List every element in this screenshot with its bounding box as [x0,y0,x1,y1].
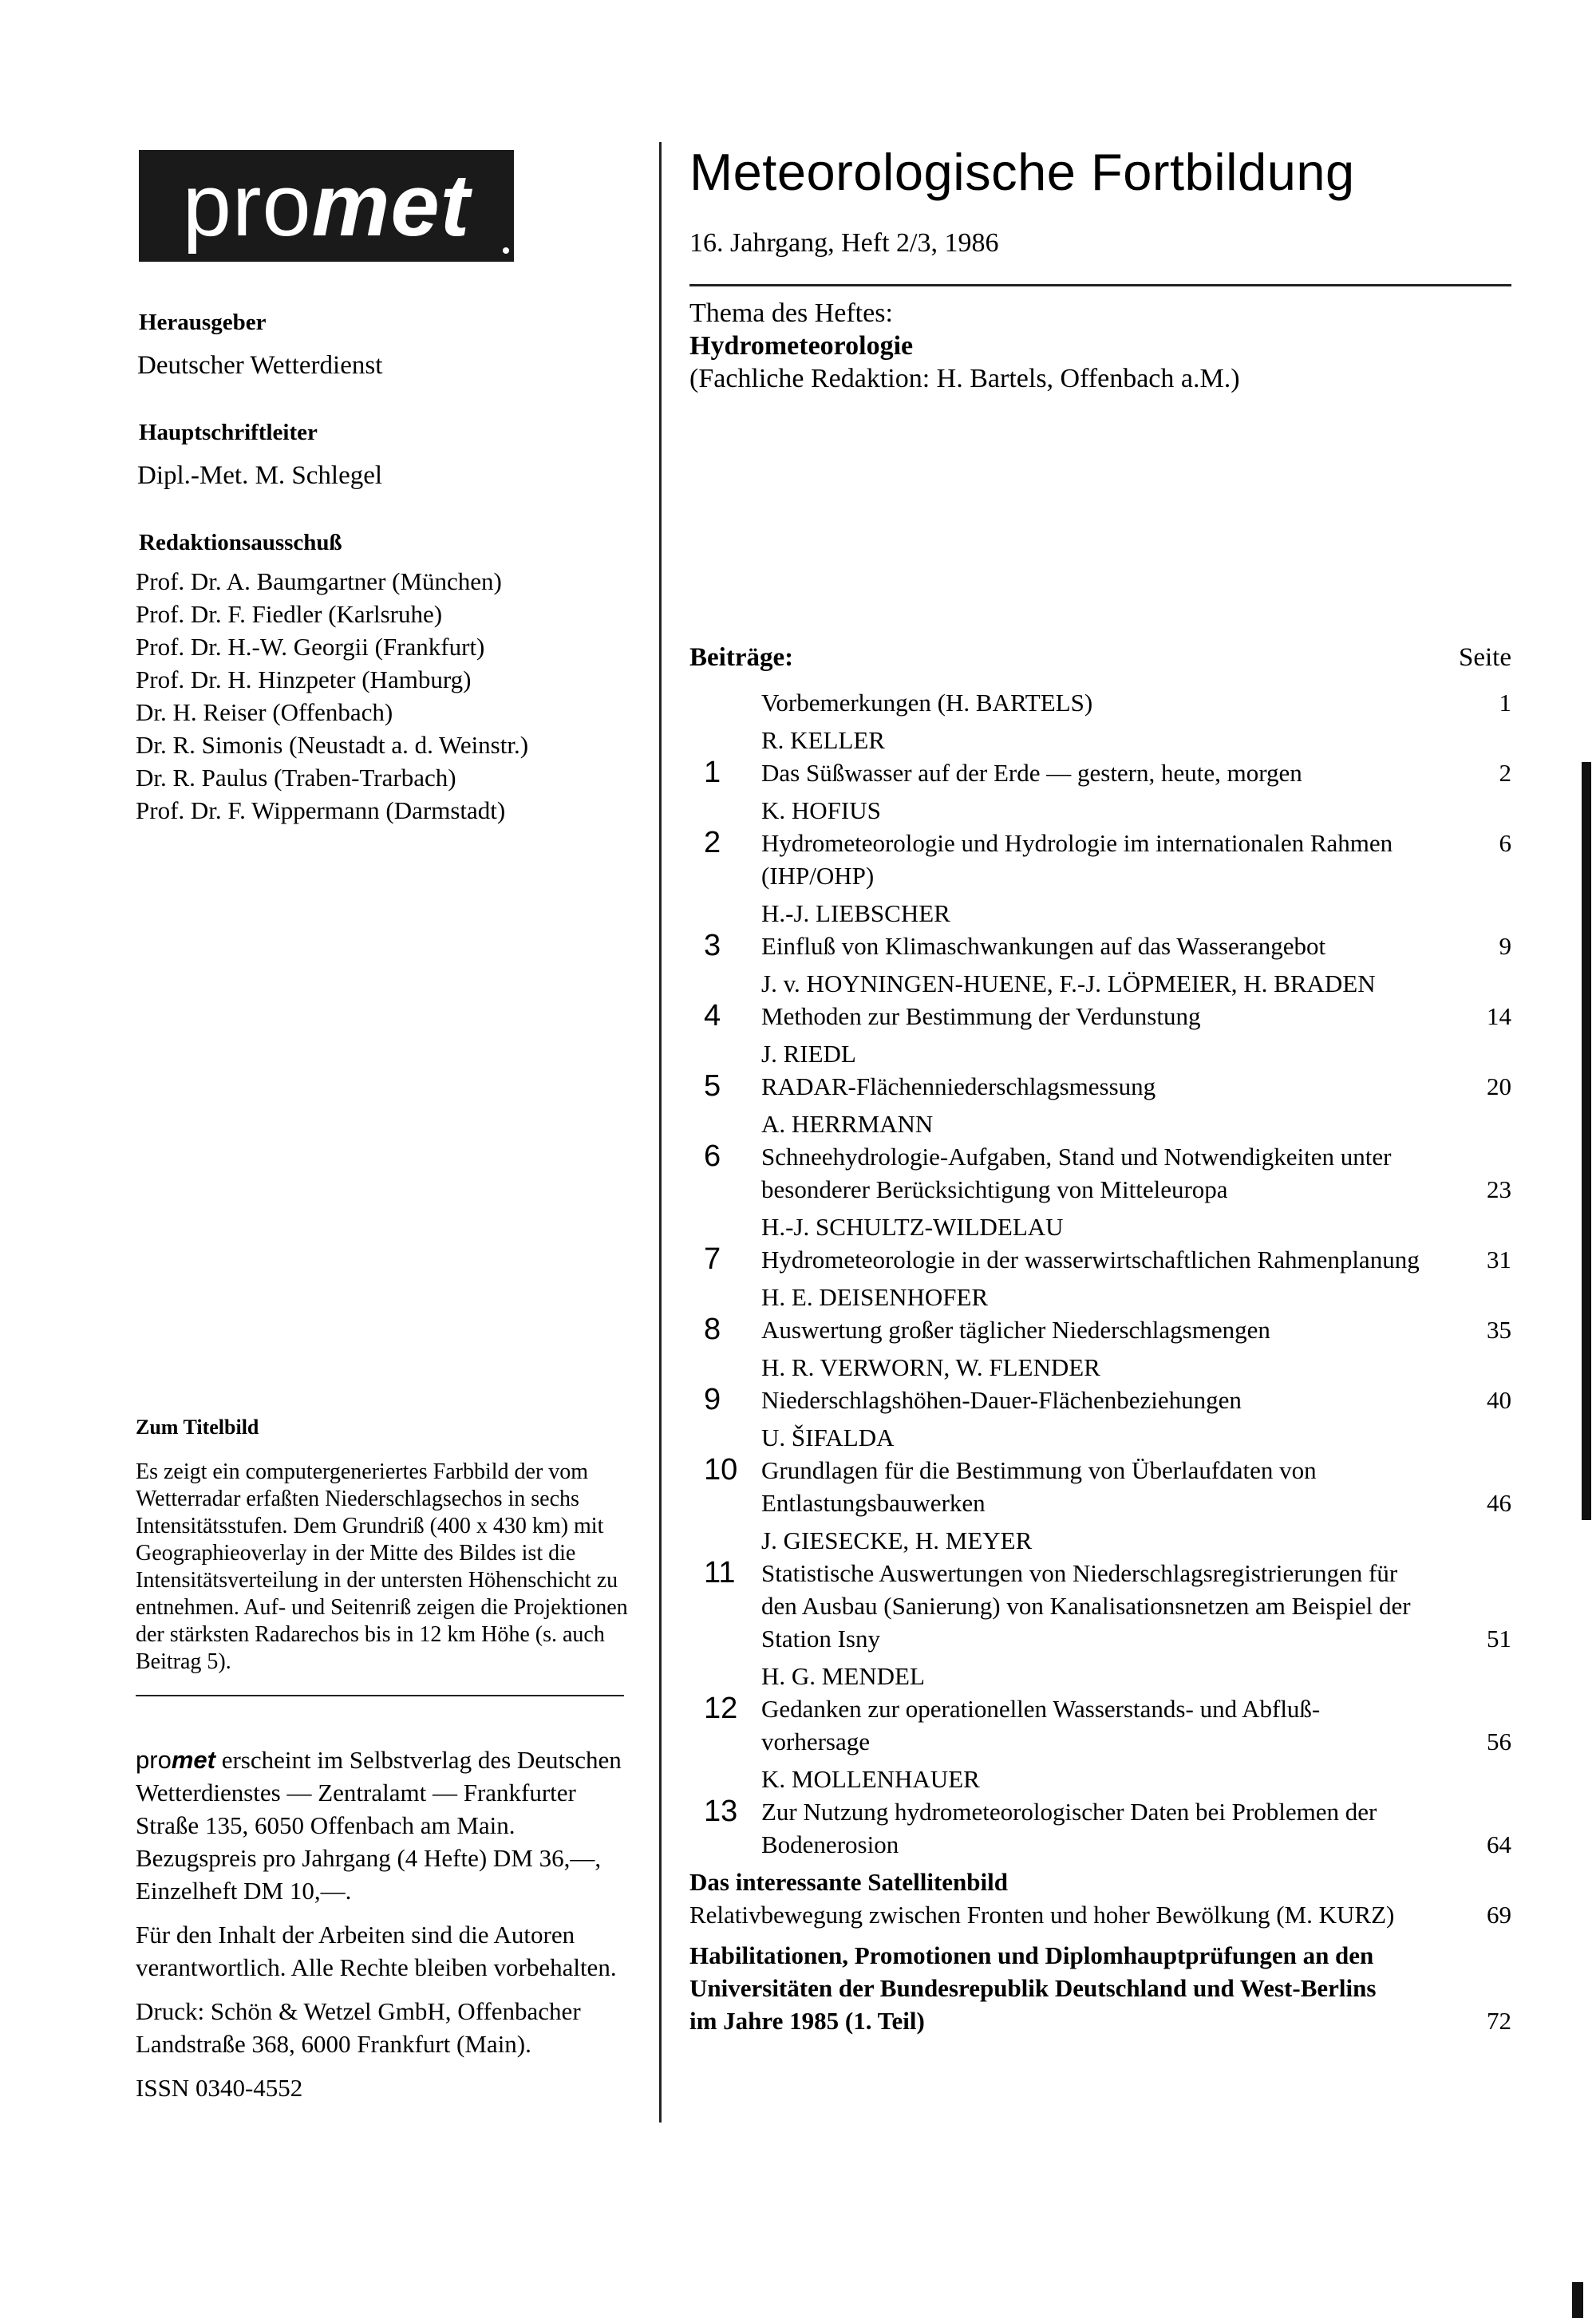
scan-edge-mark [1582,762,1591,1520]
toc-page: 72 [1487,2007,1511,2035]
toc-author: H. E. DEISENHOFER [761,1283,989,1311]
toc-page: 23 [1487,1175,1511,1203]
cover-description [136,1414,630,1676]
publisher-label: Herausgeber [139,310,267,335]
committee-member: Dr. R. Paulus (Traben-Trarbach) [136,764,456,792]
toc-author: H. G. MENDEL [761,1662,925,1690]
toc-title: Methoden zur Bestimmung der Verdunstung [761,1002,1201,1030]
toc-title-cont: Station Isny [761,1625,880,1653]
toc-entry [689,1660,1511,1758]
cover-text: Es zeigt ein computergeneriertes Farbbild der vom Wetterradar erfaßten Niederschlagsechos in sechs Intensitätsstufen. Dem Grundriß (400 x 430 km) mit Geographieoverlay in der Mitte des Bildes ist die Intensitätsverteilung in der untersten Höhenschicht zu entnehmen. Auf- und Seitenriß zeigen die Projektionen der stärksten Radarechos bis in 12 km Höhe (s. auch Beitrag 5). [136,1459,628,1674]
theme-title: Hydrometeorologie [689,331,914,361]
committee-member: Prof. Dr. F. Fiedler (Karlsruhe) [136,600,443,628]
scan-edge-mark-bottom [1572,2282,1583,2318]
publisher-name: Deutscher Wetterdienst [137,351,383,380]
toc-entry [689,1210,1511,1276]
committee-member: Prof. Dr. F. Wippermann (Darmstadt) [136,796,506,824]
toc-page: 64 [1487,1830,1511,1858]
habil-line: Universitäten der Bundesrepublik Deutschland und West-Berlins [689,1974,1377,2002]
toc-page: 40 [1487,1386,1511,1414]
toc-entry [689,1351,1511,1416]
publication-text: erscheint im Selbstverlag des Deutschen Wetterdienstes — Zentralamt — Frankfurter Straße 135, 6050 Offenbach am Main. Bezugspreis pro Jahrgang (4 Hefte) DM 36,—, Einzelheft DM 10,—. [136,1746,622,1905]
toc-title: Grundlagen für die Bestimmung von Überlaufdaten von [761,1456,1317,1484]
toc-entry [689,897,1511,962]
logo-pro: pro [182,156,312,255]
toc-page: 9 [1499,932,1511,960]
toc-entry [689,794,1511,892]
toc-page: 1 [1499,689,1511,717]
toc-author: H.-J. LIEBSCHER [761,899,950,927]
toc-title: Das Süßwasser auf der Erde — gestern, heute, morgen [761,759,1302,787]
committee-member: Prof. Dr. A. Baumgartner (München) [136,567,502,595]
logo-met: met [311,156,471,255]
committee-member: Dr. R. Simonis (Neustadt a. d. Weinstr.) [136,731,529,759]
toc-number: 11 [704,1556,736,1589]
toc-number: 12 [704,1692,738,1725]
toc-author: A. HERRMANN [761,1110,934,1138]
toc-title: Auswertung großer täglicher Niederschlagsmengen [761,1316,1270,1344]
toc-entry [689,1037,1511,1103]
toc-page: 69 [1487,1901,1511,1929]
toc-title-cont: Bodenerosion [761,1830,899,1858]
toc-title: Statistische Auswertungen von Niederschlagsregistrierungen für [761,1559,1398,1587]
toc-title: Schneehydrologie-Aufgaben, Stand und Notwendigkeiten unter [761,1143,1392,1171]
toc-satellite [689,1866,1511,1931]
toc-title: Hydrometeorologie in der wasserwirtschaftlichen Rahmenplanung [761,1246,1420,1274]
page-title: Meteorologische Fortbildung [689,143,1355,201]
toc-number: 5 [704,1069,721,1103]
toc-number: 10 [704,1453,738,1487]
publication-info [136,1743,630,2115]
rights-notice: Für den Inhalt der Arbeiten sind die Autoren verantwortlich. Alle Rechte bleiben vorbehalten. [136,1921,617,1981]
toc-entry [689,1421,1511,1519]
habil-line: Habilitationen, Promotionen und Diplomhauptprüfungen an den [689,1941,1374,1969]
toc-author: J. GIESECKE, H. MEYER [761,1526,1033,1554]
toc-entry [689,1763,1511,1861]
toc-page: 20 [1487,1072,1511,1100]
toc-author: H.-J. SCHULTZ-WILDELAU [761,1213,1064,1241]
toc-number: 8 [704,1313,721,1346]
issn: ISSN 0340-4552 [136,2074,303,2102]
cover-heading: Zum Titelbild [136,1416,259,1439]
toc-title: RADAR-Flächenniederschlagsmessung [761,1072,1156,1100]
toc-page: 56 [1487,1728,1511,1755]
toc-entry [689,724,1511,789]
toc-page: 2 [1499,759,1511,787]
toc-author: J. v. HOYNINGEN-HUENE, F.-J. LÖPMEIER, H. BRADEN [761,969,1376,997]
publisher-rule [136,1695,624,1696]
toc-author: R. KELLER [761,726,885,754]
toc-number: 9 [704,1383,721,1416]
toc-page: 51 [1487,1625,1511,1653]
toc-entry [689,1108,1511,1206]
satellite-heading: Das interessante Satellitenbild [689,1868,1008,1896]
toc-title: Zur Nutzung hydrometeorologischer Daten bei Problemen der [761,1798,1377,1826]
toc-number: 4 [704,999,721,1033]
toc-author: K. MOLLENHAUER [761,1765,980,1793]
toc-number: 7 [704,1242,721,1276]
toc-number: 6 [704,1139,721,1173]
toc-preface [689,686,1511,719]
toc-page: 46 [1487,1489,1511,1517]
committee-member: Prof. Dr. H. Hinzpeter (Hamburg) [136,665,472,693]
toc-title: Gedanken zur operationellen Wasserstands- und Abfluß- [761,1695,1321,1723]
header-rule [689,284,1511,286]
toc-title: Einfluß von Klimaschwankungen auf das Wasserangebot [761,932,1326,960]
committee-label: Redaktionsausschuß [139,530,342,555]
toc-title-cont: vorhersage [761,1728,870,1755]
toc-title-cont: Entlastungsbauwerken [761,1489,986,1517]
toc-number: 13 [704,1795,738,1828]
habil-line: im Jahre 1985 (1. Teil) [689,2007,925,2035]
toc-page: 14 [1487,1002,1511,1030]
chief-editor-name: Dipl.-Met. M. Schlegel [137,461,383,490]
toc-title-cont: (IHP/OHP) [761,862,875,890]
promet-logo [139,150,514,262]
committee-member: Prof. Dr. H.-W. Georgii (Frankfurt) [136,633,485,661]
toc-entry [689,1281,1511,1346]
toc-entry [689,967,1511,1033]
theme-label: Thema des Heftes: [689,298,893,328]
toc-title: Niederschlagshöhen-Dauer-Flächenbeziehungen [761,1386,1242,1414]
logo-dot [503,247,509,254]
toc-number: 3 [704,929,721,962]
toc-heading: Beiträge: [689,643,794,672]
toc-title: Vorbemerkungen (H. BARTELS) [761,689,1093,717]
issue-line: 16. Jahrgang, Heft 2/3, 1986 [689,228,999,258]
toc-page: 35 [1487,1316,1511,1344]
toc-page: 31 [1487,1246,1511,1274]
table-of-contents [689,686,1511,2042]
brand-met: met [171,1746,215,1774]
brand-pro: pro [136,1746,172,1774]
toc-author: J. RIEDL [761,1040,856,1068]
toc-habilitations [689,1939,1511,2037]
publication-statement [136,1743,630,1907]
committee-member: Dr. H. Reiser (Offenbach) [136,698,393,726]
committee-list [136,565,528,827]
editor-note: (Fachliche Redaktion: H. Bartels, Offenbach a.M.) [689,364,1240,393]
toc-page: 6 [1499,829,1511,857]
toc-title-cont: besonderer Berücksichtigung von Mitteleuropa [761,1175,1228,1203]
toc-number: 2 [704,826,721,859]
toc-entry [689,1524,1511,1655]
toc-author: H. R. VERWORN, W. FLENDER [761,1353,1100,1381]
toc-title: Hydrometeorologie und Hydrologie im internationalen Rahmen [761,829,1393,857]
toc-page-heading: Seite [1459,643,1511,672]
toc-title-cont: den Ausbau (Sanierung) von Kanalisationsnetzen am Beispiel der [761,1592,1411,1620]
chief-editor-label: Hauptschriftleiter [139,420,318,445]
toc-author: U. ŠIFALDA [761,1424,895,1451]
print-info: Druck: Schön & Wetzel GmbH, Offenbacher Landstraße 368, 6000 Frankfurt (Main). [136,1997,581,2058]
column-divider [659,142,662,2123]
toc-author: K. HOFIUS [761,796,881,824]
toc-number: 1 [704,756,721,789]
satellite-title: Relativbewegung zwischen Fronten und hoher Bewölkung (M. KURZ) [689,1901,1395,1929]
toc-header [689,643,1511,673]
theme-block [689,297,1240,395]
